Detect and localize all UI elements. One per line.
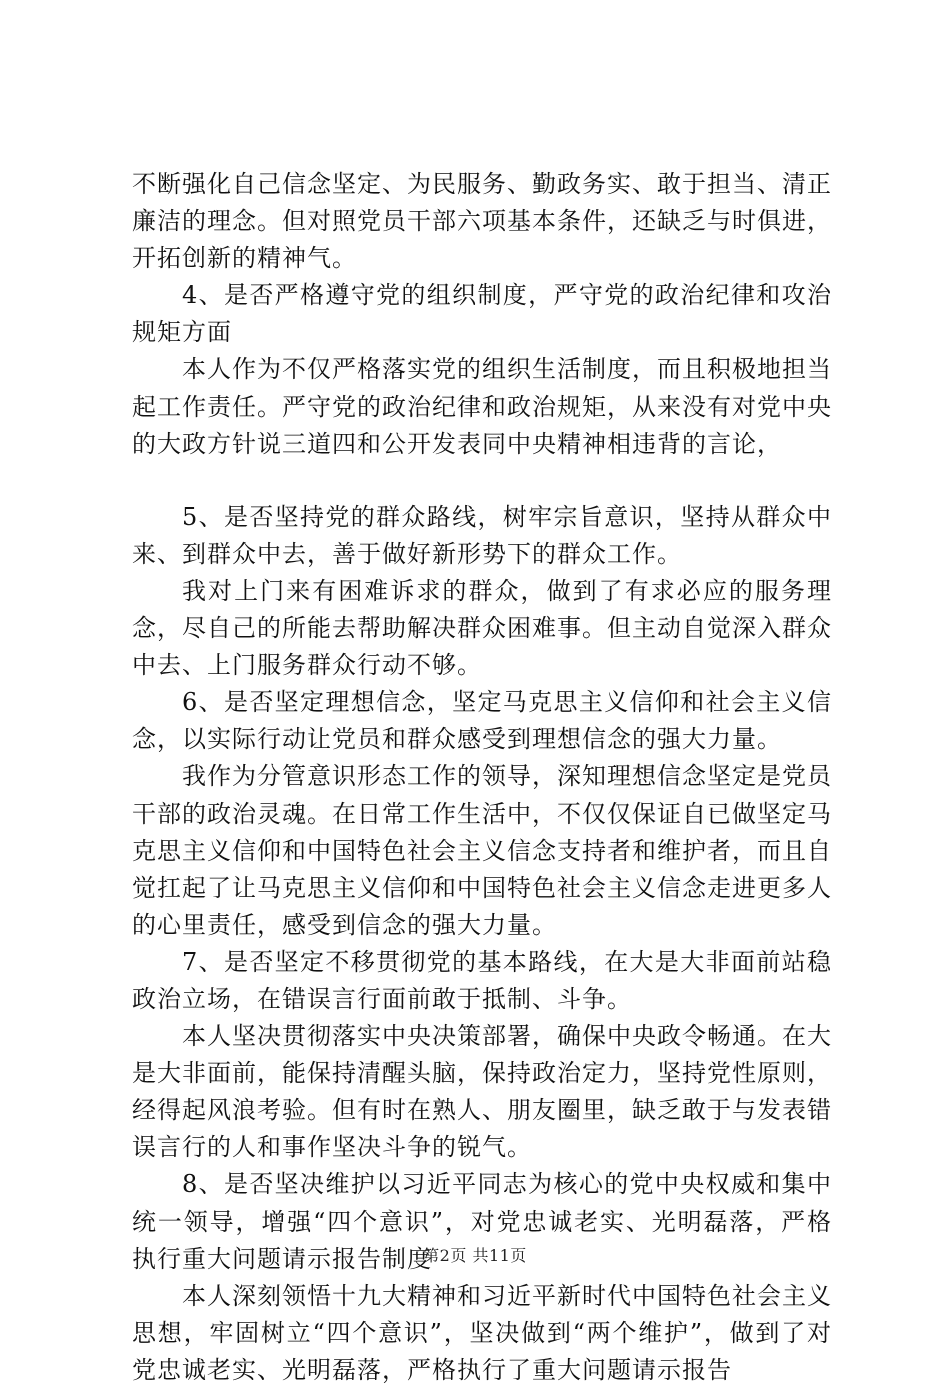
paragraph-response-4: 本人作为不仅严格落实党的组织生活制度，而且积极地担当起工作责任。严守党的政治纪律和政治规矩，从来没有对党中央的大政方针说三道四和公开发表同中央精神相违背的言论， [132,355,832,458]
document-body [132,166,832,1389]
paragraph-response-6: 我作为分管意识形态工作的领导，深知理想信念坚定是党员干部的政治灵魂。在日常工作生活中，不仅仅保证自已做坚定马克思主义信仰和中国特色社会主义信念支持者和维护者，而且自觉扛起了让马克思主义信仰和中国特色社会主义信念走进更多人的心里责任，感受到信念的强大力量。 [132,762,832,939]
item-heading-8: 8、是否坚决维护以习近平同志为核心的党中央权威和集中统一领导，增强“四个意识”，对党忠诚老实、光明磊落，严格执行重大问题请示报告制度 [132,1170,832,1273]
item-heading-6: 6、是否坚定理想信念，坚定马克思主义信仰和社会主义信念，以实际行动让党员和群众感受到理想信念的强大力量。 [132,688,832,754]
paragraph-response-5: 我对上门来有困难诉求的群众，做到了有求必应的服务理念，尽自己的所能去帮助解决群众困难事。但主动自觉深入群众中去、上门服务群众行动不够。 [132,576,832,680]
paragraph-gap [132,463,832,499]
item-heading-5: 5、是否坚持党的群众路线，树牢宗旨意识，坚持从群众中来、到群众中去，善于做好新形势下的群众工作。 [132,502,832,568]
paragraph-response-7: 本人坚决贯彻落实中央决策部署，确保中央政令畅通。在大是大非面前，能保持清醒头脑，保持政治定力，坚持党性原则，经得起风浪考验。但有时在熟人、朋友圈里，缺乏敢于与发表错误言行的人和事作坚决斗争的锐气。 [132,1022,832,1162]
item-heading-4: 4、是否严格遵守党的组织制度，严守党的政治纪律和攻治规矩方面 [132,281,832,347]
page-number-footer: 第2页 共11页 [423,1246,527,1265]
paragraph-response-8: 本人深刻领悟十九大精神和习近平新时代中国特色社会主义思想，牢固树立“四个意识”，坚决做到“两个维护”，做到了对党忠诚老实、光明磊落，严格执行了重大问题请示报告 [132,1281,832,1384]
paragraph-continuation: 不断强化自己信念坚定、为民服务、勤政务实、敢于担当、清正廉洁的理念。但对照党员干部六项基本条件，还缺乏与时俱进，开拓创新的精神气。 [132,170,832,273]
item-heading-7: 7、是否坚定不移贯彻党的基本路线，在大是大非面前站稳政治立场，在错误言行面前敢于抵制、斗争。 [132,947,832,1013]
